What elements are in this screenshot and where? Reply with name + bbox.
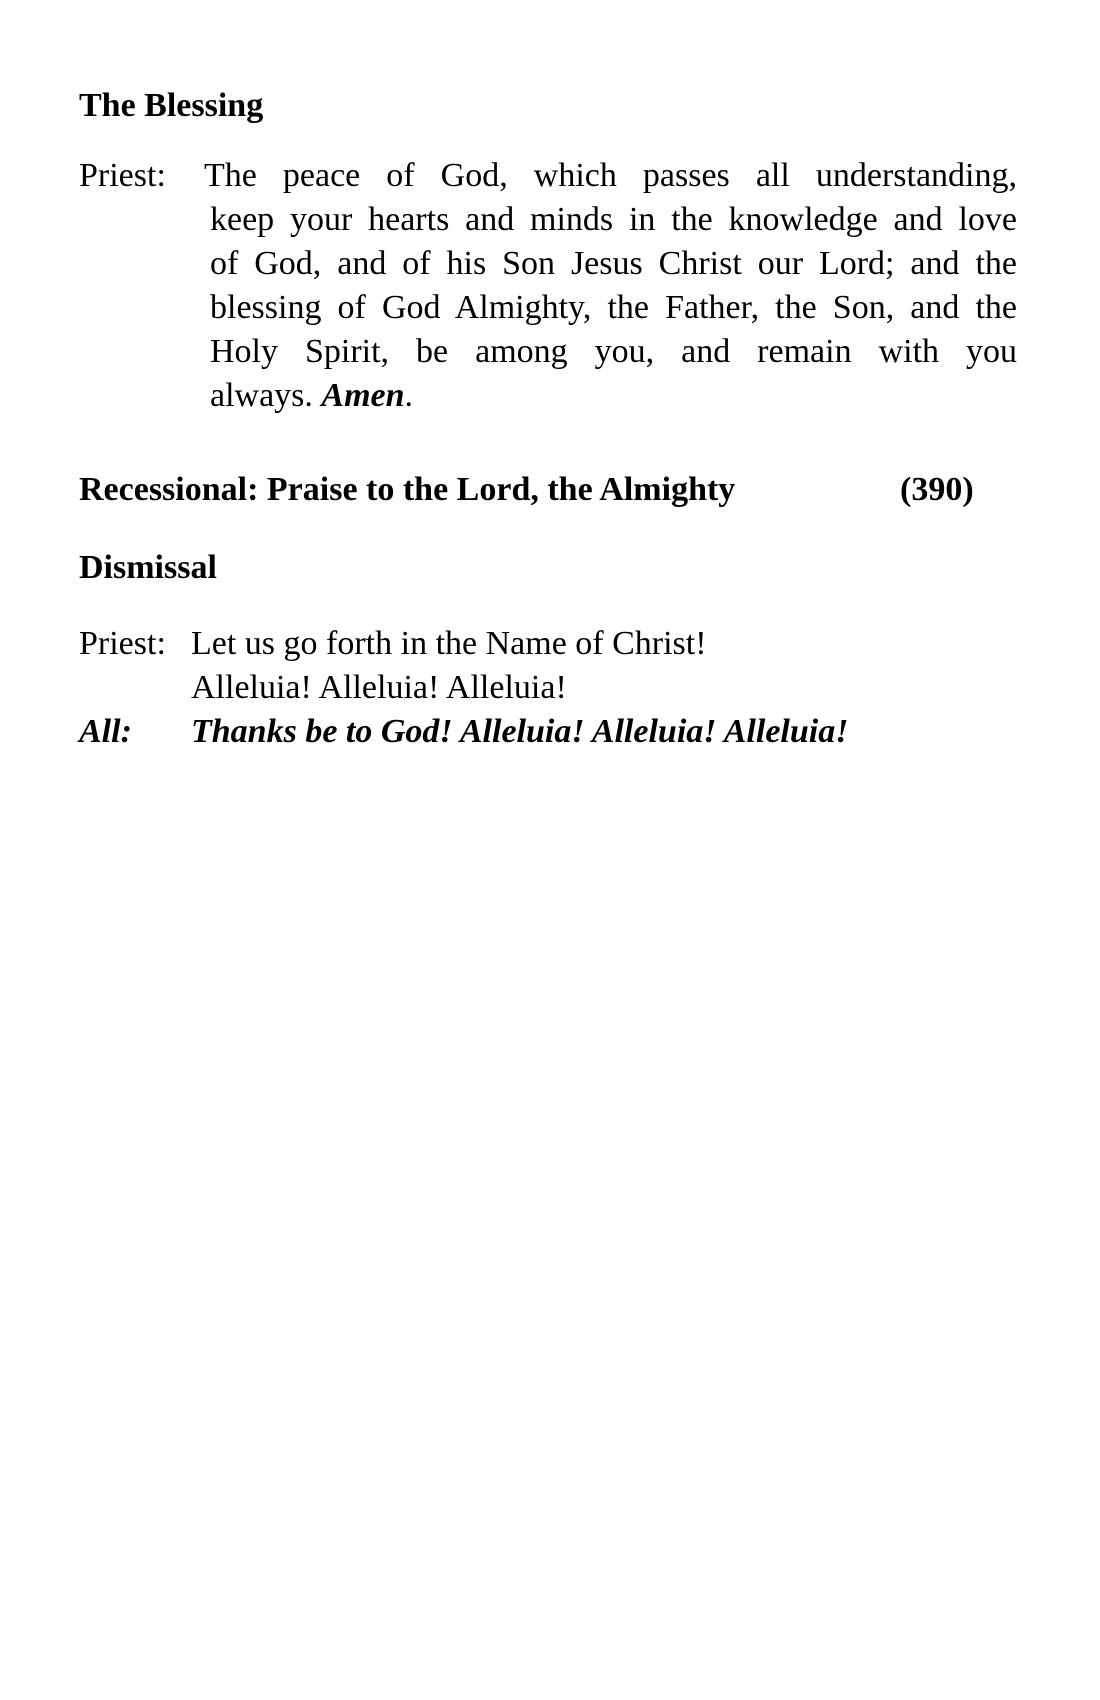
blessing-line: of God, and of his Son Jesus Christ our Lord; and the xyxy=(210,245,1017,282)
blessing-final-suffix: . xyxy=(404,377,414,414)
blessing-final-prefix: always. xyxy=(210,377,322,414)
amen-response: Amen xyxy=(321,377,405,414)
blessing-line: keep your hearts and minds in the knowledge and love xyxy=(210,201,1017,238)
blessing-line: Holy Spirit, be among you, and remain with you xyxy=(210,333,1017,370)
blessing-line-final xyxy=(210,374,1017,418)
dismissal-heading: Dismissal xyxy=(79,549,217,586)
dismissal-all-label: All: xyxy=(79,713,132,750)
dismissal-priest-label: Priest: xyxy=(79,625,166,662)
dismissal-priest-line: Let us go forth in the Name of Christ! xyxy=(191,625,707,662)
blessing-line: blessing of God Almighty, the Father, the Son, and the xyxy=(210,289,1017,326)
blessing-text xyxy=(204,154,1017,418)
blessing-heading: The Blessing xyxy=(79,87,264,124)
hymn-number: (390) xyxy=(900,471,974,508)
dismissal-priest-alleluias: Alleluia! Alleluia! Alleluia! xyxy=(191,669,567,706)
blessing-speaker-label: Priest: xyxy=(79,157,166,194)
recessional-heading: Recessional: Praise to the Lord, the Almighty xyxy=(79,471,736,508)
dismissal-all-response: Thanks be to God! Alleluia! Alleluia! Alleluia! xyxy=(191,713,849,750)
blessing-line: The peace of God, which passes all understanding, xyxy=(204,157,1017,194)
